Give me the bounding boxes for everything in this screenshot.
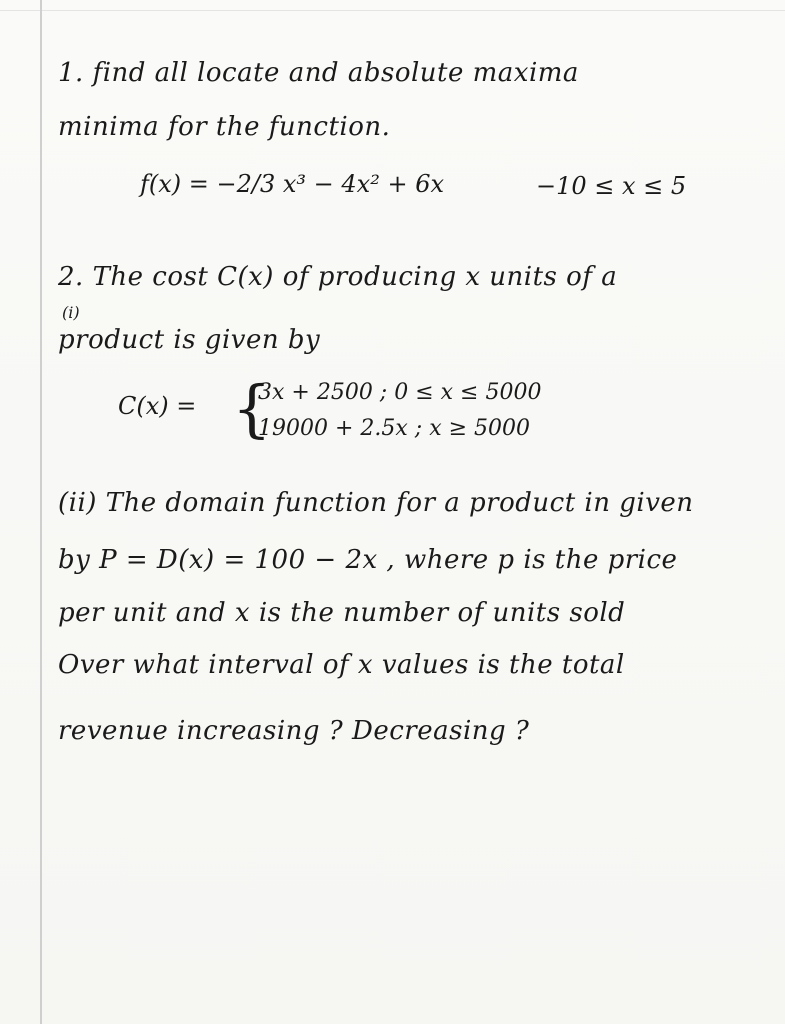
q2ii-line-3: per unit and x is the number of units sold <box>58 598 626 628</box>
cost-function-lhs: C(x) = <box>118 392 197 420</box>
q2-part-marker: (i) <box>62 303 80 322</box>
margin-line <box>40 0 42 1024</box>
q1-line-2: minima for the function. <box>58 112 391 142</box>
q1-domain: −10 ≤ x ≤ 5 <box>536 172 687 200</box>
q2-line-1: 2. The cost C(x) of producing x units of a <box>58 262 618 292</box>
page-top-edge <box>0 0 785 11</box>
q2ii-line-1: (ii) The domain function for a product in given <box>58 488 694 518</box>
q1-function: f(x) = −2/3 x³ − 4x² + 6x <box>140 170 444 198</box>
q2ii-line-5: revenue increasing ? Decreasing ? <box>58 716 530 746</box>
piecewise-brace: { <box>232 372 272 445</box>
q2ii-line-4: Over what interval of x values is the total <box>58 650 625 680</box>
q1-line-1: 1. find all locate and absolute maxima <box>58 58 579 88</box>
cost-case-2: 19000 + 2.5x ; x ≥ 5000 <box>258 416 531 441</box>
q2-line-2: product is given by <box>58 325 321 355</box>
q2ii-line-2: by P = D(x) = 100 − 2x , where p is the price <box>58 545 678 575</box>
cost-case-1: 3x + 2500 ; 0 ≤ x ≤ 5000 <box>258 380 542 405</box>
